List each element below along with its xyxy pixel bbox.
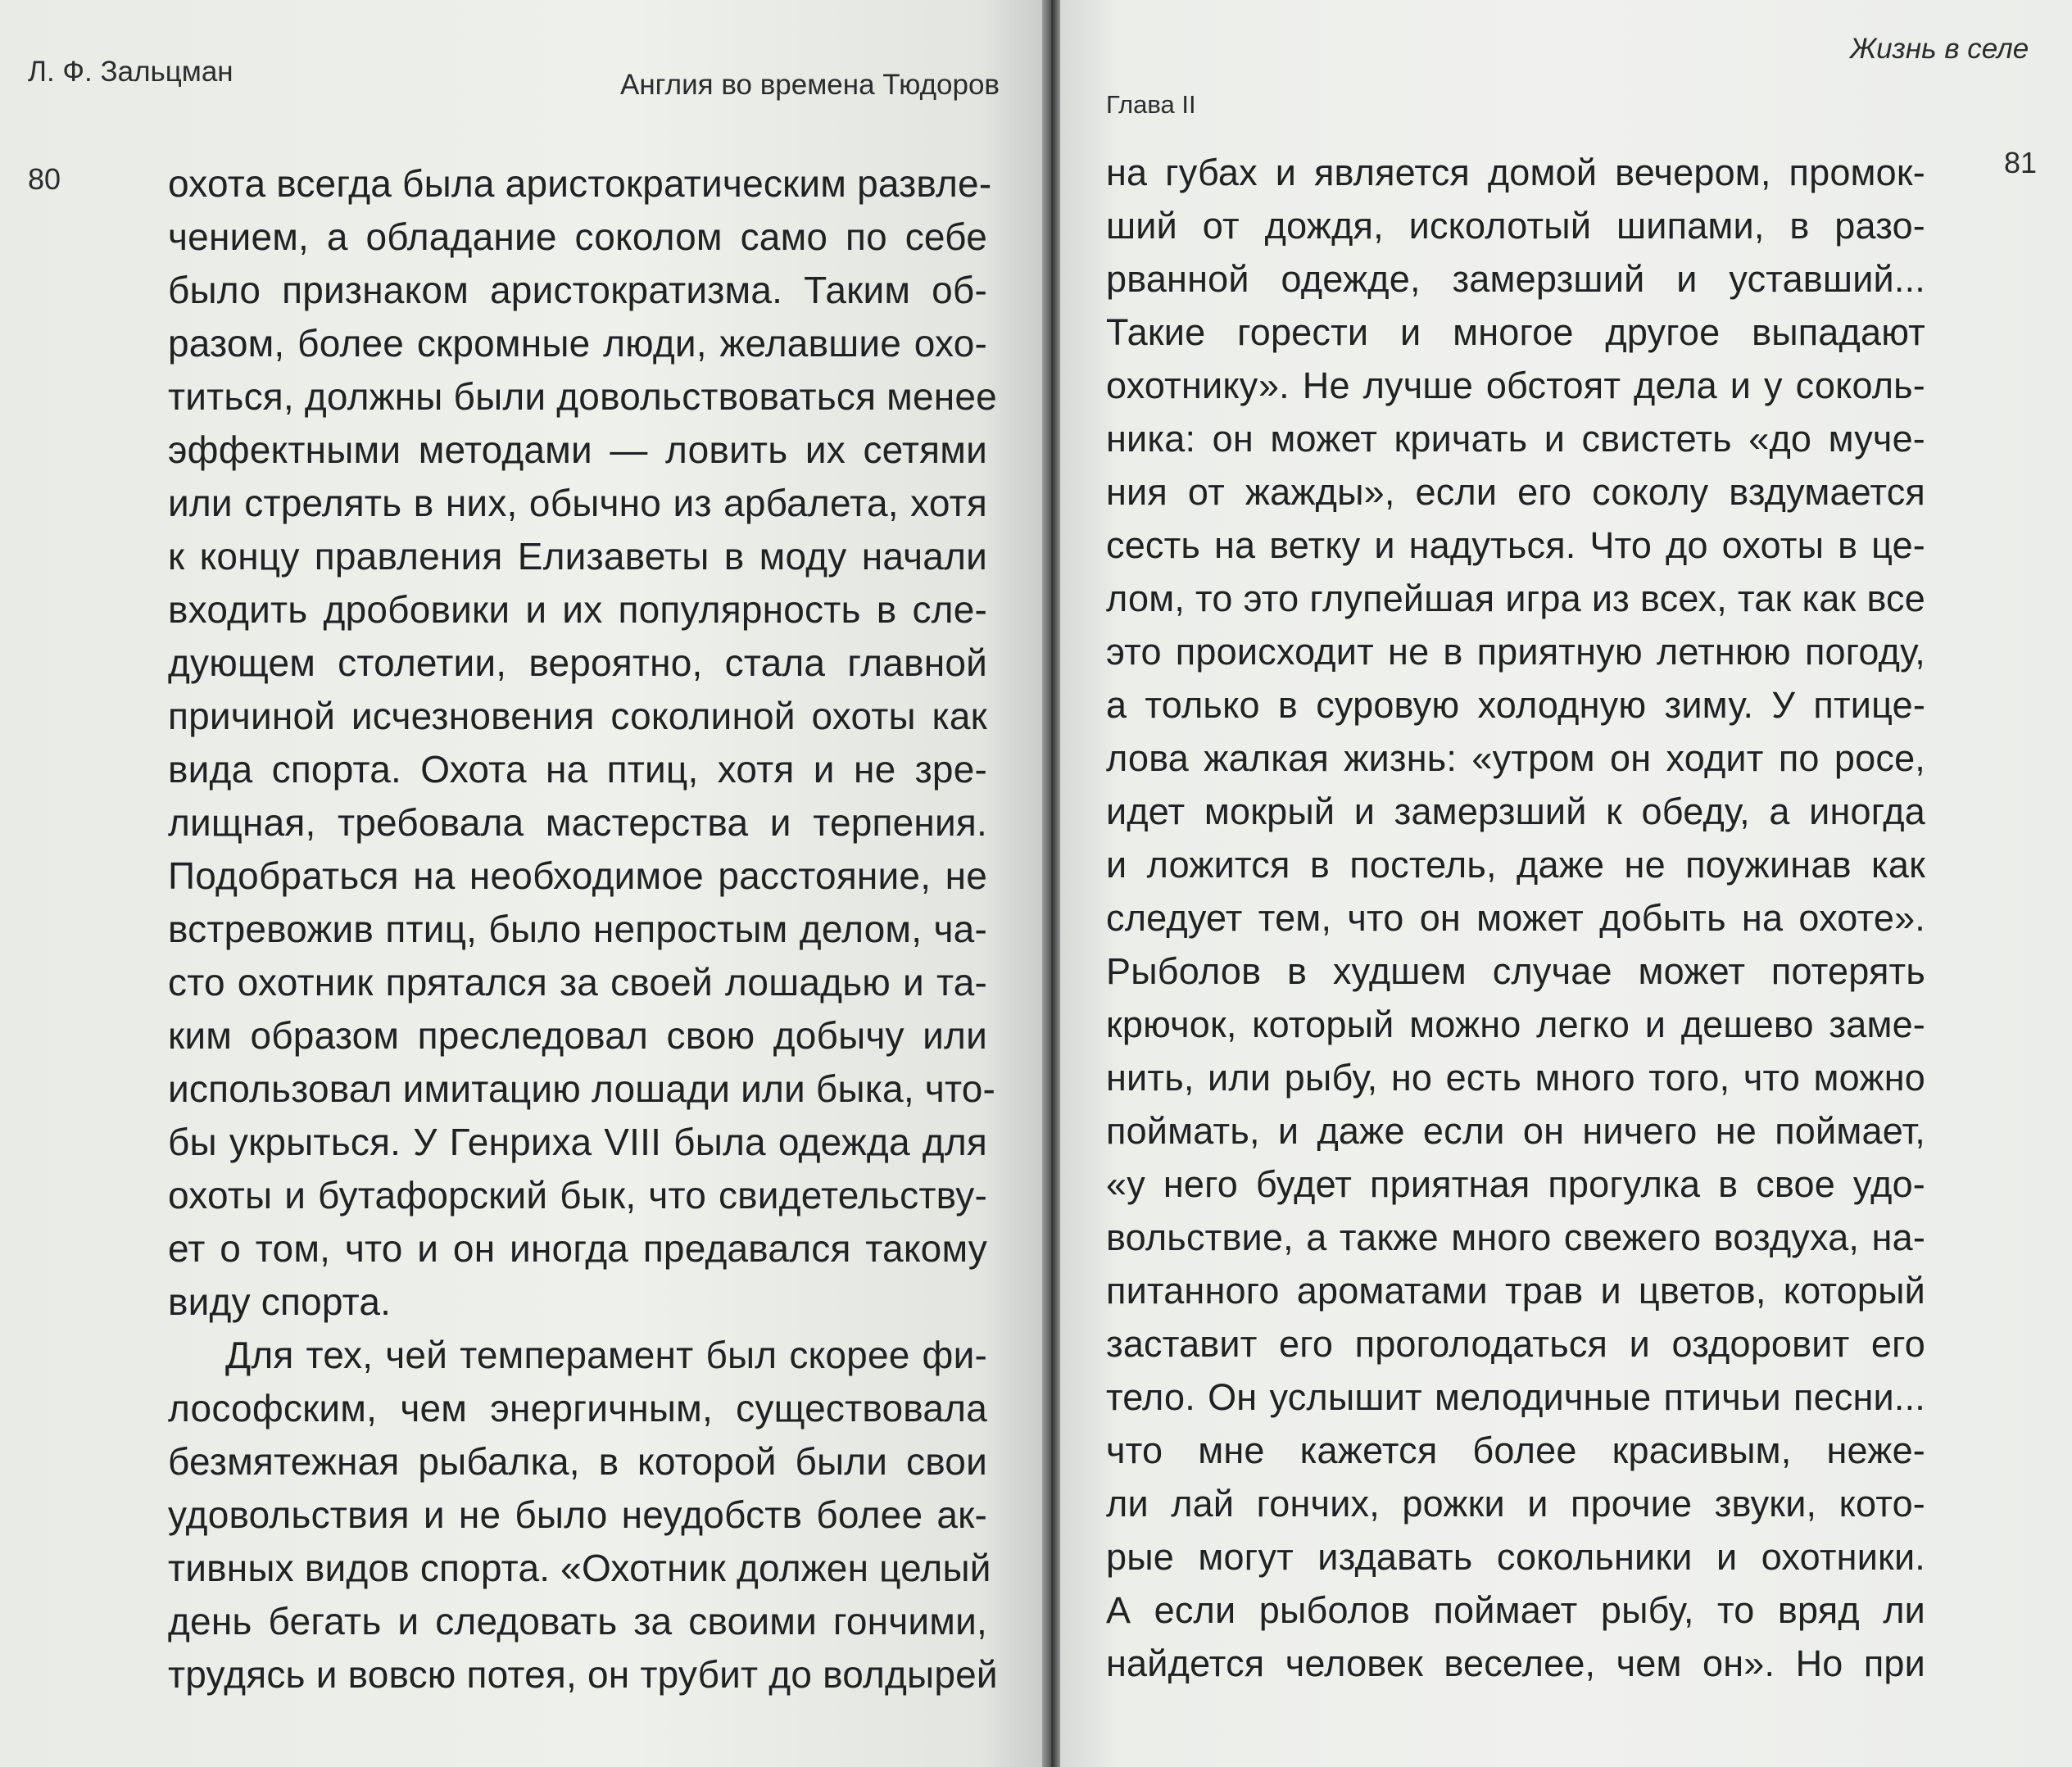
text-line: сто охотник прятался за своей лошадью и та- [168, 961, 987, 1004]
text-line: безмятежная рыбалка, в которой были свои [168, 1440, 987, 1483]
text-line: это происходит не в приятную летнюю погоду, [1106, 631, 1925, 673]
text-line: «у него будет приятная прогулка в свое удо- [1106, 1163, 1925, 1205]
text-line: поймать, и даже если он ничего не поймает, [1106, 1110, 1925, 1152]
text-line: найдется человек веселее, чем он». Но при [1106, 1642, 1925, 1684]
text-line: разом, более скромные люди, желавшие охо- [168, 322, 987, 365]
body-text [168, 157, 998, 1701]
text-line: питанного ароматами трав и цветов, который [1106, 1270, 1925, 1312]
text-line: тело. Он услышит мелодичные птичьи песни... [1106, 1376, 1925, 1418]
text-line: ший от дождя, исколотый шипами, в разо- [1106, 205, 1925, 247]
text-line: встревожив птиц, было непростым делом, ча- [168, 908, 987, 950]
text-line: день бегать и следовать за своими гончими, [168, 1600, 987, 1642]
text-line: к концу правления Елизаветы в моду начали [168, 535, 987, 578]
text-line: ника: он может кричать и свистеть «до муче- [1106, 418, 1925, 460]
text-line: следует тем, что он может добыть на охоте». [1106, 897, 1925, 939]
text-line: охота всегда была аристократическим развле- [168, 162, 992, 205]
text-line: на губах и является домой вечером, промок- [1106, 152, 1925, 193]
text-line: эффектными методами — ловить их сетями [168, 428, 987, 471]
running-head-chapter: Глава II [1106, 90, 1196, 119]
text-line: рванной одежде, замерзший и уставший... [1106, 258, 1925, 300]
text-line: лософским, чем энергичным, существовала [168, 1387, 987, 1429]
body-text [1106, 146, 1925, 1690]
text-line: дующем столетии, вероятно, стала главной [168, 641, 987, 684]
text-line: входить дробовики и их популярность в сле- [168, 588, 987, 631]
page-number: 80 [28, 162, 61, 196]
page-number: 81 [2004, 146, 2038, 179]
text-line: удовольствия и не было неудобств более ак- [168, 1493, 987, 1536]
text-line: трудясь и вовсю потея, он трубит до волдырей [168, 1653, 998, 1696]
text-line: вида спорта. Охота на птиц, хотя и не зре- [168, 748, 987, 791]
text-line: лова жалкая жизнь: «утром он ходит по росе, [1106, 737, 1925, 779]
right-page [1060, 0, 2072, 1767]
text-line: крючок, который можно легко и дешево заме- [1106, 1004, 1925, 1045]
text-line: чением, а обладание соколом само по себе [168, 215, 987, 258]
text-line: виду спорта. [168, 1280, 392, 1323]
text-line: или стрелять в них, обычно из арбалета, хотя [168, 482, 987, 524]
text-line: ет о том, что и он иногда предавался такому [168, 1227, 987, 1270]
text-line: охотнику». Не лучше обстоят дела и у соколь- [1106, 365, 1925, 406]
text-line: ния от жажды», если его соколу вздумается [1106, 471, 1925, 513]
text-line: Рыболов в худшем случае может потерять [1106, 950, 1925, 992]
text-line: титься, должны были довольствоваться менее [168, 375, 997, 418]
text-line: А если рыболов поймает рыбу, то вряд ли [1106, 1589, 1925, 1631]
text-line: а только в суровую холодную зиму. У птице- [1106, 684, 1925, 726]
text-line: охоты и бутафорский бык, что свидетельству- [168, 1174, 987, 1217]
running-head-chapter-title: Жизнь в селе [1850, 33, 2029, 65]
text-line: идет мокрый и замерзший к обеду, а иногда [1106, 791, 1925, 832]
text-line: что мне кажется более красивым, неже- [1106, 1429, 1925, 1471]
text-line: Подобраться на необходимое расстояние, не [168, 854, 987, 897]
text-line: Для тех, чей темперамент был скорее фи- [225, 1334, 987, 1376]
text-line: рые могут издавать сокольники и охотники. [1106, 1536, 1925, 1578]
text-line: использовал имитацию лошади или быка, что- [168, 1067, 996, 1110]
text-line: заставит его проголодаться и оздоровит его [1106, 1323, 1925, 1365]
text-line: причиной исчезновения соколиной охоты как [168, 695, 987, 737]
text-line: вольствие, а также много свежего воздуха, на- [1106, 1217, 1925, 1258]
text-line: лищная, требовала мастерства и терпения. [168, 801, 987, 844]
text-line: Такие горести и многое другое выпадают [1106, 311, 1925, 353]
text-line: тивных видов спорта. «Охотник должен целый [168, 1547, 991, 1589]
text-line: и ложится в постель, даже не поужинав как [1106, 844, 1925, 886]
text-line: ким образом преследовал свою добычу или [168, 1014, 987, 1057]
text-line: было признаком аристократизма. Таким об- [168, 269, 987, 311]
text-line: лом, то это глупейшая игра из всех, так как все [1106, 578, 1925, 619]
running-head-author: Л. Ф. Зальцман [28, 56, 233, 88]
text-line: сесть на ветку и надуться. Что до охоты в це- [1106, 524, 1925, 566]
running-head-book-title: Англия во времена Тюдоров [620, 69, 1000, 101]
text-line: бы укрыться. У Генриха VIII была одежда для [168, 1121, 987, 1163]
book-gutter [1042, 0, 1060, 1767]
text-line: нить, или рыбу, но есть много того, что можно [1106, 1057, 1925, 1099]
text-line: ли лай гончих, рожки и прочие звуки, кото- [1106, 1483, 1925, 1525]
